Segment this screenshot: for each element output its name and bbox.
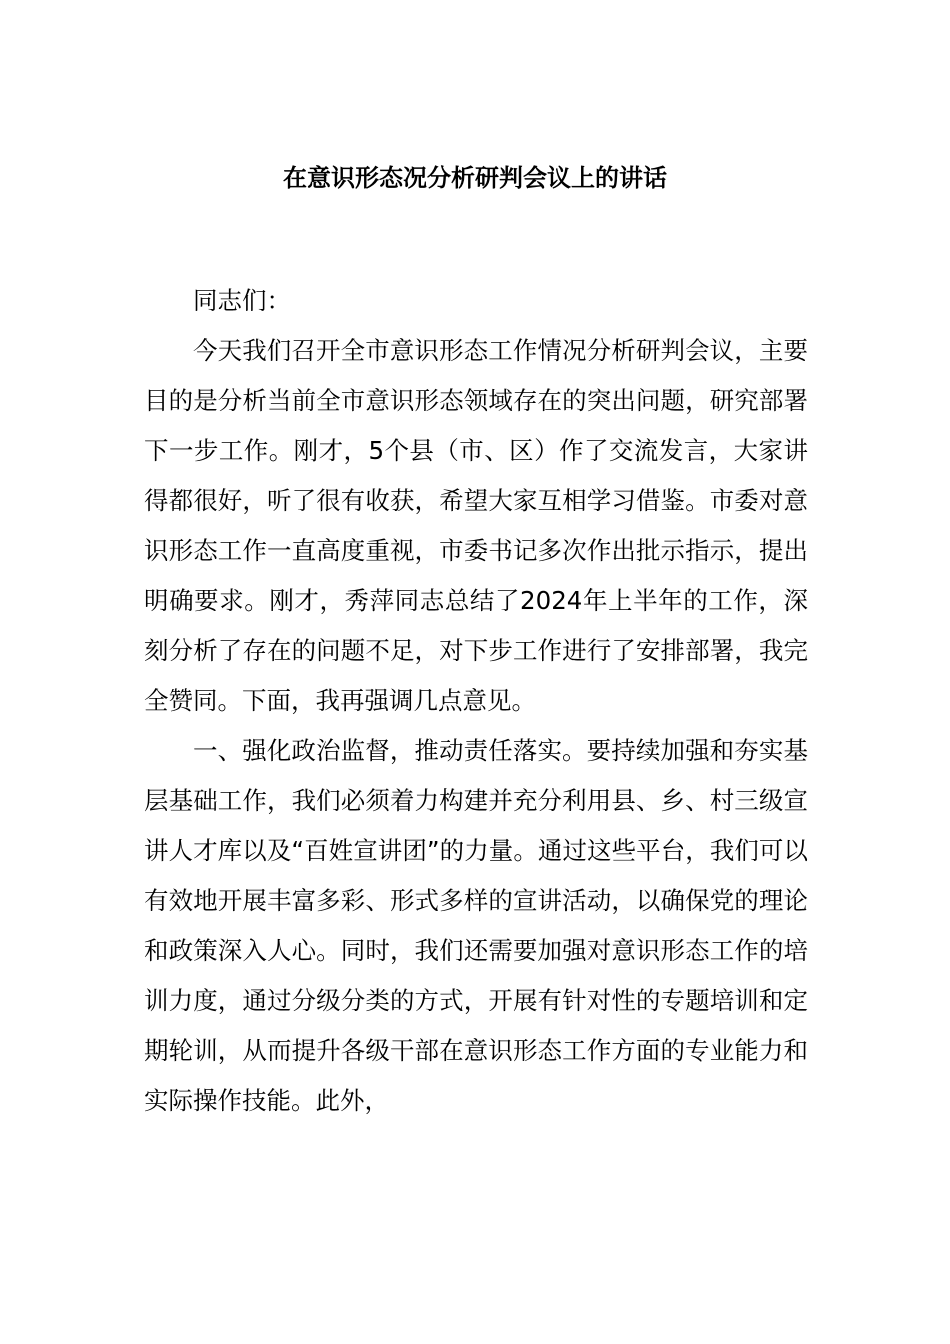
document-body xyxy=(144,276,808,1126)
document-title: 在意识形态况分析研判会议上的讲话 xyxy=(283,164,667,192)
section-one-paragraph: 一、强化政治监督，推动责任落实。要持续加强和夯实基层基础工作，我们必须着力构建并充分利用县、乡、村三级宣讲人才库以及“百姓宣讲团”的力量。通过这些平台，我们可以有效地开展丰富多彩、形式多样的宣讲活动，以确保党的理论和政策深入人心。同时，我们还需要加强对意识形态工作的培训力度，通过分级分类的方式，开展有针对性的专题培训和定期轮训，从而提升各级干部在意识形态工作方面的专业能力和实际操作技能。此外， xyxy=(144,736,808,1115)
intro-paragraph: 今天我们召开全市意识形态工作情况分析研判会议，主要目的是分析当前全市意识形态领域存在的突出问题，研究部署下一步工作。刚才，5个县（市、区）作了交流发言，大家讲得都很好，听了很有收获，希望大家互相学习借鉴。市委对意识形态工作一直高度重视，市委书记多次作出批示指示，提出明确要求。刚才，秀萍同志总结了2024年上半年的工作，深刻分析了存在的问题不足，对下步工作进行了安排部署，我完全赞同。下面，我再强调几点意见。 xyxy=(144,336,808,715)
salutation-paragraph: 同志们： xyxy=(193,286,291,315)
